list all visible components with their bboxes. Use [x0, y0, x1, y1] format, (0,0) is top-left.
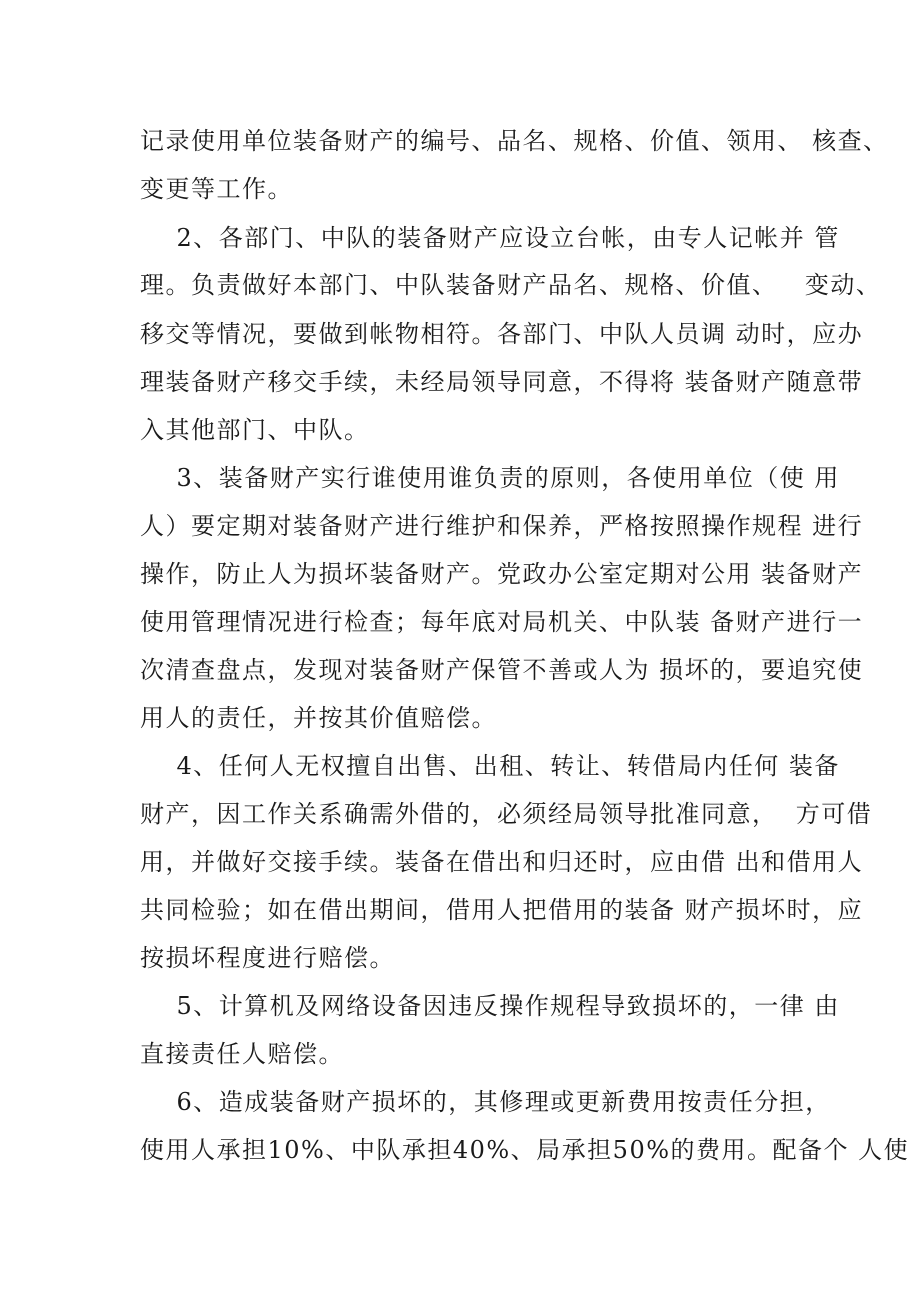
text-line: 财产，因工作关系确需外借的，必须经局领导批准同意， 方可借	[140, 800, 873, 828]
text-line: 按损坏程度进行赔偿。	[140, 944, 395, 972]
text-line: 6、造成装备财产损坏的，其修理或更新费用按责任分担，	[140, 1088, 831, 1116]
text-line: 用，并做好交接手续。装备在借出和归还时，应由借 出和借用人	[140, 848, 864, 876]
text-line: 使用管理情况进行检查；每年底对局机关、中队装 备财产进行一	[140, 608, 864, 636]
text-line: 用人的责任，并按其价值赔偿。	[140, 704, 497, 732]
text-line: 4、任何人无权擅自出售、出租、转让、转借局内任何 装备	[140, 752, 840, 780]
text-line: 2、各部门、中队的装备财产应设立台帐，由专人记帐并 管	[140, 224, 840, 252]
text-line: 5、计算机及网络设备因违反操作规程导致损坏的，一律 由	[140, 992, 840, 1020]
text-line: 操作，防止人为损坏装备财产。党政办公室定期对公用 装备财产	[140, 560, 864, 588]
text-line: 3、装备财产实行谁使用谁负责的原则，各使用单位（使 用	[140, 464, 840, 492]
text-line: 使用人承担10%、中队承担40%、局承担50%的费用。配备个 人使	[140, 1136, 910, 1164]
text-line: 理。负责做好本部门、中队装备财产品名、规格、价值、 变动、	[140, 271, 882, 299]
text-line: 移交等情况，要做到帐物相符。各部门、中队人员调 动时，应办	[140, 320, 864, 348]
text-line: 变更等工作。	[140, 175, 293, 203]
text-line: 直接责任人赔偿。	[140, 1040, 344, 1068]
text-line: 记录使用单位装备财产的编号、品名、规格、价值、领用、 核查、	[140, 127, 889, 155]
text-line: 理装备财产移交手续，未经局领导同意，不得将 装备财产随意带	[140, 368, 864, 396]
text-line: 次清查盘点，发现对装备财产保管不善或人为 损坏的，要追究使	[140, 656, 864, 684]
text-line: 共同检验；如在借出期间，借用人把借用的装备 财产损坏时，应	[140, 896, 864, 924]
text-line: 人）要定期对装备财产进行维护和保养，严格按照操作规程 进行	[140, 512, 864, 540]
text-line: 入其他部门、中队。	[140, 416, 370, 444]
